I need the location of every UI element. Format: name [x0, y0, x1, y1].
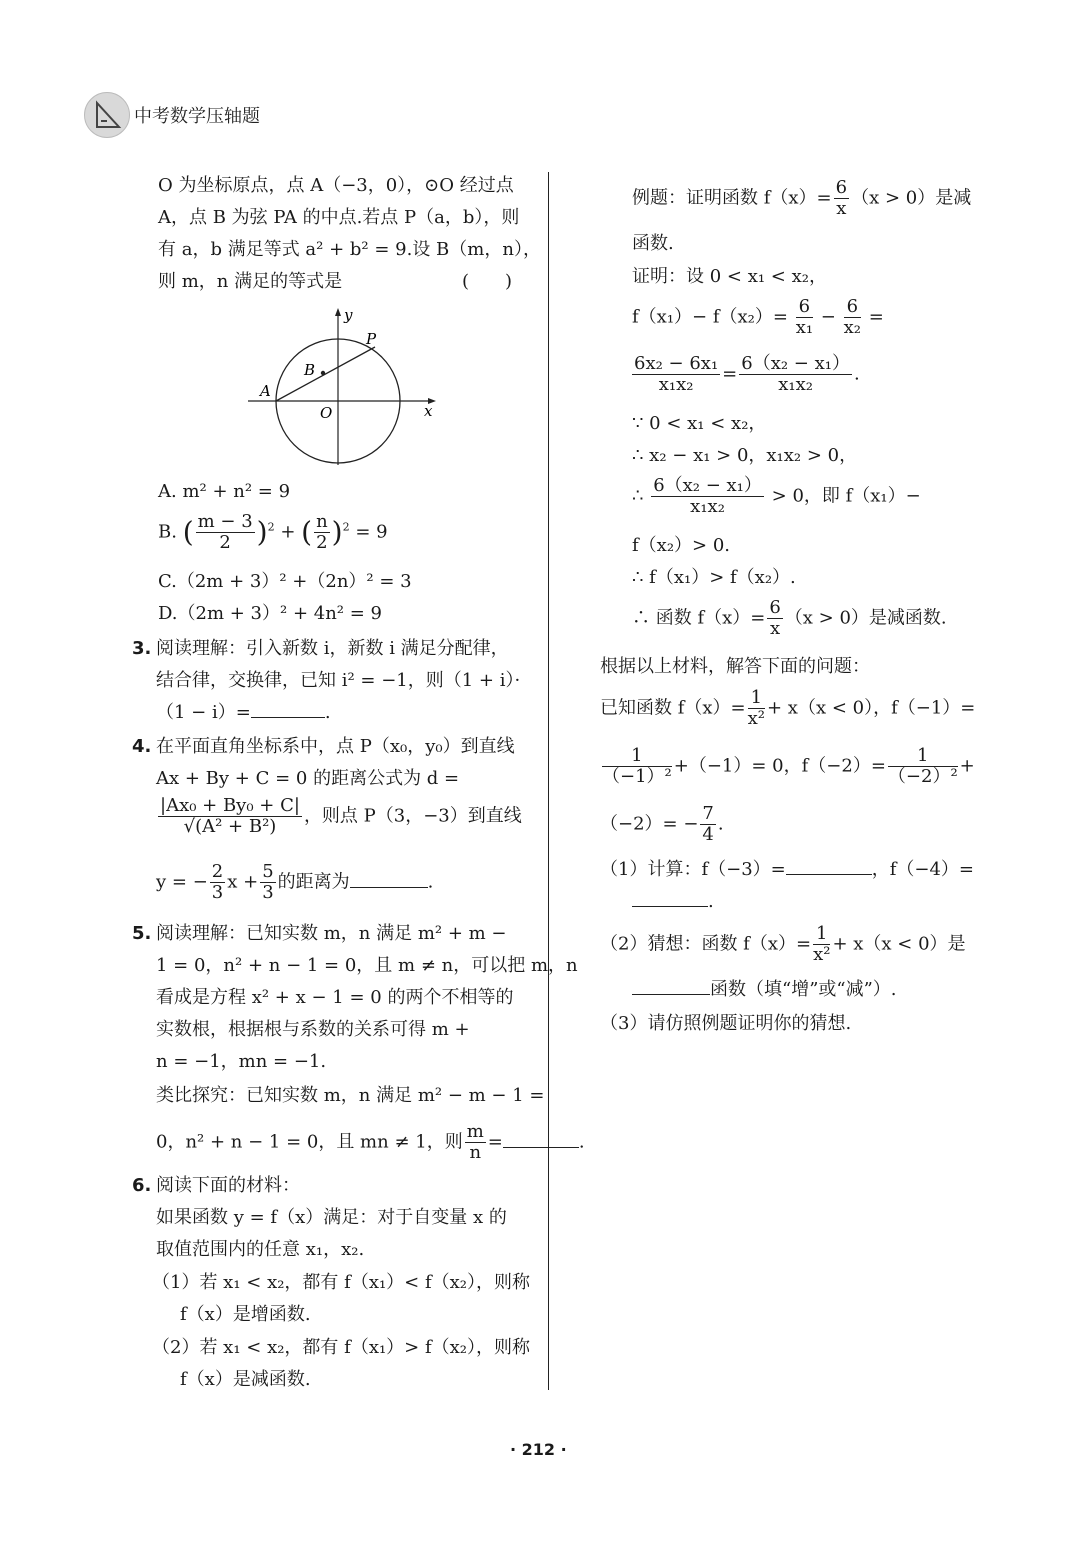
guess-answer-blank[interactable] — [632, 978, 710, 995]
q3-line-2: 结合律，交换律，已知 i² = −1，则（1 + i）· — [156, 670, 521, 691]
label-o: O — [320, 404, 333, 422]
q5-line-2: 1 = 0，n² + n − 1 = 0，且 m ≠ n，可以把 m，n — [156, 955, 578, 976]
label-y: y — [344, 306, 353, 324]
q4-line-4: y = − $\frac{2}{3}$ x + $\frac{5}{3}$ 的距离为 . — [156, 861, 434, 903]
q2-line-3: 有 a，b 满足等式 a² + b² = 9.设 B（m，n）， — [158, 239, 541, 260]
q6-line-7: f（x）是减函数. — [180, 1369, 311, 1390]
q4-line-3: $\frac{\text{|Ax₀ + By₀ + C|}}{\text{√(A² + B²)}}$ ，则点 P（3，−3）到直线 — [160, 795, 522, 837]
book-title: 中考数学压轴题 — [134, 106, 260, 127]
y-axis-arrow — [335, 308, 341, 316]
proof-line-9: ∴ 函数 f（x）= $\frac{6}{x}$ （x > 0）是减函数. — [632, 597, 947, 639]
q6-line-3: 取值范围内的任意 x₁，x₂. — [156, 1239, 365, 1260]
q2-line-1: O 为坐标原点，点 A（−3，0），⊙O 经过点 — [158, 175, 514, 196]
column-divider — [548, 172, 549, 1390]
label-p: P — [366, 330, 377, 348]
q2-line-4: 则 m，n 满足的等式是 — [158, 271, 343, 292]
proof-line-3: $\frac{\text{6x₂ − 6x₁}}{\text{x₁x₂}}$ = $\frac{\text{6（x₂ − x₁）}}{\text{x₁x₂}}$ . — [634, 353, 860, 395]
q6-line-4: （1）若 x₁ < x₂，都有 f（x₁）< f（x₂），则称 — [152, 1272, 531, 1293]
q4-line-2: Ax + By + C = 0 的距离公式为 d = — [156, 768, 460, 789]
q4-line-1: 在平面直角坐标系中，点 P（x₀，y₀）到直线 — [156, 736, 515, 757]
q2-line-2: A，点 B 为弦 PA 的中点.若点 P（a，b），则 — [158, 207, 520, 228]
label-a: A — [260, 382, 271, 400]
subquestion-1-cont: . — [632, 890, 714, 914]
circle-figure — [240, 300, 450, 475]
q5-line-7: 0，n² + n − 1 = 0，且 mn ≠ 1，则 $\frac{m}{n}$ = . — [156, 1121, 585, 1163]
q3-answer-blank[interactable] — [251, 701, 325, 718]
q4-number: 4. — [132, 736, 152, 757]
q6-line-6: （2）若 x₁ < x₂，都有 f（x₁）> f（x₂），则称 — [152, 1337, 531, 1358]
subquestion-2: （2）猜想：函数 f（x）= $\frac{1}{\text{x²}}$ + x（x < 0）是 — [600, 923, 966, 965]
q5-line-4: 实数根，根据根与系数的关系可得 m + — [156, 1019, 470, 1040]
q5-line-1: 阅读理解：已知实数 m，n 满足 m² + m − — [156, 923, 507, 944]
subquestion-2-cont: 函数（填“增”或“减”）. — [632, 978, 897, 1002]
q5-line-5: n = −1，mn = −1. — [156, 1051, 327, 1072]
subquestion-1: （1）计算：f（−3）= ，f（−4）= — [600, 859, 975, 880]
label-b: B — [304, 361, 316, 379]
question-line-3: $\frac{1}{\text{（−1）²}}$ +（−1）= 0，f（−2）= $\frac{1}{\text{（−2）²}}$ + — [602, 745, 975, 787]
q4-answer-blank[interactable] — [350, 871, 428, 888]
chord-pa — [276, 347, 375, 401]
option-a: A. m² + n² = 9 — [158, 481, 291, 502]
q6-line-1: 阅读下面的材料： — [156, 1175, 300, 1196]
point-b — [321, 371, 325, 375]
q3-line-1: 阅读理解：引入新数 i，新数 i 满足分配律， — [156, 638, 509, 659]
q3-number: 3. — [132, 638, 152, 659]
question-line-2: 已知函数 f（x）= $\frac{1}{\text{x²}}$ + x（x < 0），f（−1）= — [600, 687, 976, 729]
q6-line-5: f（x）是增函数. — [180, 1304, 311, 1325]
question-line-4: （−2）= − $\frac{7}{4}$ . — [600, 803, 724, 845]
q2-answer-paren: ( ) — [462, 271, 513, 292]
option-c: C.（2m + 3）² +（2n）² = 3 — [158, 571, 412, 592]
option-b: B. ( $\frac{m - 3}{2}$ )$^2$ + ( $\frac{n}{2}$ )$^2$ = 9 — [158, 511, 388, 553]
f-minus-3-blank[interactable] — [786, 858, 872, 875]
q5-line-3: 看成是方程 x² + x − 1 = 0 的两个不相等的 — [156, 987, 514, 1008]
f-minus-4-blank[interactable] — [632, 890, 708, 907]
proof-line-4: ∵ 0 < x₁ < x₂， — [632, 413, 767, 434]
proof-line-6: ∴ $\frac{\text{6（x₂ − x₁）}}{\text{x₁x₂}}$ > 0，即 f（x₁）− — [632, 475, 921, 517]
proof-line-7: f（x₂）> 0. — [632, 535, 731, 556]
option-d: D.（2m + 3）² + 4n² = 9 — [158, 603, 382, 624]
proof-line-2: f（x₁）− f（x₂）= $\frac{6}{\text{x₁}}$ − $\frac{6}{\text{x₂}}$ = — [632, 296, 884, 338]
label-x: x — [424, 402, 433, 420]
proof-line-8: ∴ f（x₁）> f（x₂）. — [632, 567, 796, 588]
subquestion-3: （3）请仿照例题证明你的猜想. — [600, 1013, 852, 1034]
q5-answer-blank[interactable] — [503, 1131, 579, 1148]
example-line-2: 函数. — [632, 233, 674, 254]
q5-line-6: 类比探究：已知实数 m，n 满足 m² − m − 1 = — [156, 1085, 545, 1106]
q6-line-2: 如果函数 y = f（x）满足：对于自变量 x 的 — [156, 1207, 507, 1228]
q3-line-3: （1 − i）= . — [156, 702, 331, 723]
example-line-1: 例题：证明函数 f（x）= $\frac{6}{x}$ （x > 0）是减 — [632, 177, 972, 219]
book-logo-icon — [84, 92, 130, 138]
question-intro: 根据以上材料，解答下面的问题： — [600, 656, 870, 677]
q6-number: 6. — [132, 1175, 152, 1196]
q5-number: 5. — [132, 923, 152, 944]
proof-line-1: 证明：设 0 < x₁ < x₂， — [632, 266, 827, 287]
page-number: · 212 · — [510, 1440, 567, 1459]
proof-line-5: ∴ x₂ − x₁ > 0，x₁x₂ > 0， — [632, 445, 858, 466]
